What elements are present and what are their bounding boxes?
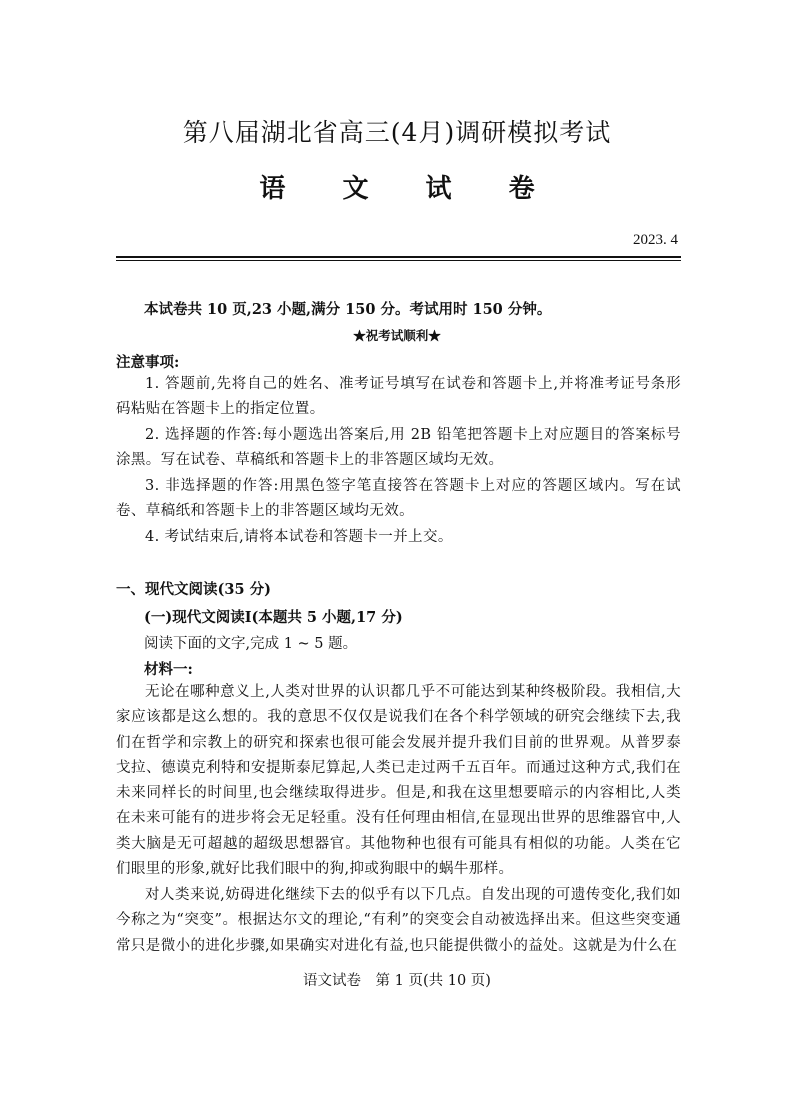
notice-item-2: 2. 选择题的作答:每小题选出答案后,用 2B 铅笔把答题卡上对应题目的答案标号涂黑。写在试卷、草稿纸和答题卡上的非答题区域均无效。 [116, 427, 681, 469]
subsection-heading: (一)现代文阅读Ⅰ(本题共 5 小题,17 分) [144, 609, 403, 626]
exam-title: 第八届湖北省高三(4月)调研模拟考试 [182, 118, 612, 147]
header-rule-thick [116, 256, 681, 258]
section-heading: 一、现代文阅读(35 分) [116, 581, 271, 598]
notice-item-1: 1. 答题前,先将自己的姓名、准考证号填写在试卷和答题卡上,并将准考证号条形码粘贴在答题卡上的指定位置。 [116, 376, 681, 418]
notice-heading: 注意事项: [116, 354, 180, 371]
exam-info: 本试卷共 10 页,23 小题,满分 150 分。考试用时 150 分钟。 [144, 301, 552, 318]
notice-item-4: 4. 考试结束后,请将本试卷和答题卡一并上交。 [145, 529, 453, 545]
exam-subtitle: 语 文 试 卷 [259, 174, 559, 204]
exam-date: 2023. 4 [633, 232, 678, 248]
good-luck-banner: ★祝考试顺利★ [353, 328, 441, 343]
material-label: 材料一: [144, 661, 193, 678]
material-paragraph-2: 对人类来说,妨碍进化继续下去的似乎有以下几点。自发出现的可遗传变化,我们如今称之为“突变”。根据达尔文的理论,“有利”的突变会自动被选择出来。但这些突变通常只是微小的进化步骤,如果确实对进化有益,也只能提供微小的益处。这就是为什么在 [116, 887, 681, 954]
notice-item-3: 3. 非选择题的作答:用黑色签字笔直接答在答题卡上对应的答题区域内。写在试卷、草稿纸和答题卡上的非答题区域均无效。 [116, 478, 681, 520]
header-rule-thin [116, 260, 681, 261]
page-footer: 语文试卷 第 1 页(共 10 页) [303, 973, 491, 989]
reading-instruction: 阅读下面的文字,完成 1 ~ 5 题。 [144, 636, 358, 652]
material-paragraph-1: 无论在哪种意义上,人类对世界的认识都几乎不可能达到某种终极阶段。我相信,大家应该都是这么想的。我的意思不仅仅是说我们在各个科学领域的研究会继续下去,我们在哲学和宗教上的研究和探索也很可能会发展并提升我们目前的世界观。从普罗泰戈拉、德谟克利特和安提斯泰尼算起,人类已走过两千五百年。而通过这种方式,我们在未来同样长的时间里,也会继续取得进步。但是,和我在这里想要暗示的内容相比,人类在未来可能有的进步将会无足轻重。没有任何理由相信,在显现出世界的思维器官中,人类大脑是无可超越的超级思想器官。其他物种也很有可能具有相似的功能。人类在它们眼里的形象,就好比我们眼中的狗,抑或狗眼中的蜗牛那样。 [116, 684, 681, 878]
